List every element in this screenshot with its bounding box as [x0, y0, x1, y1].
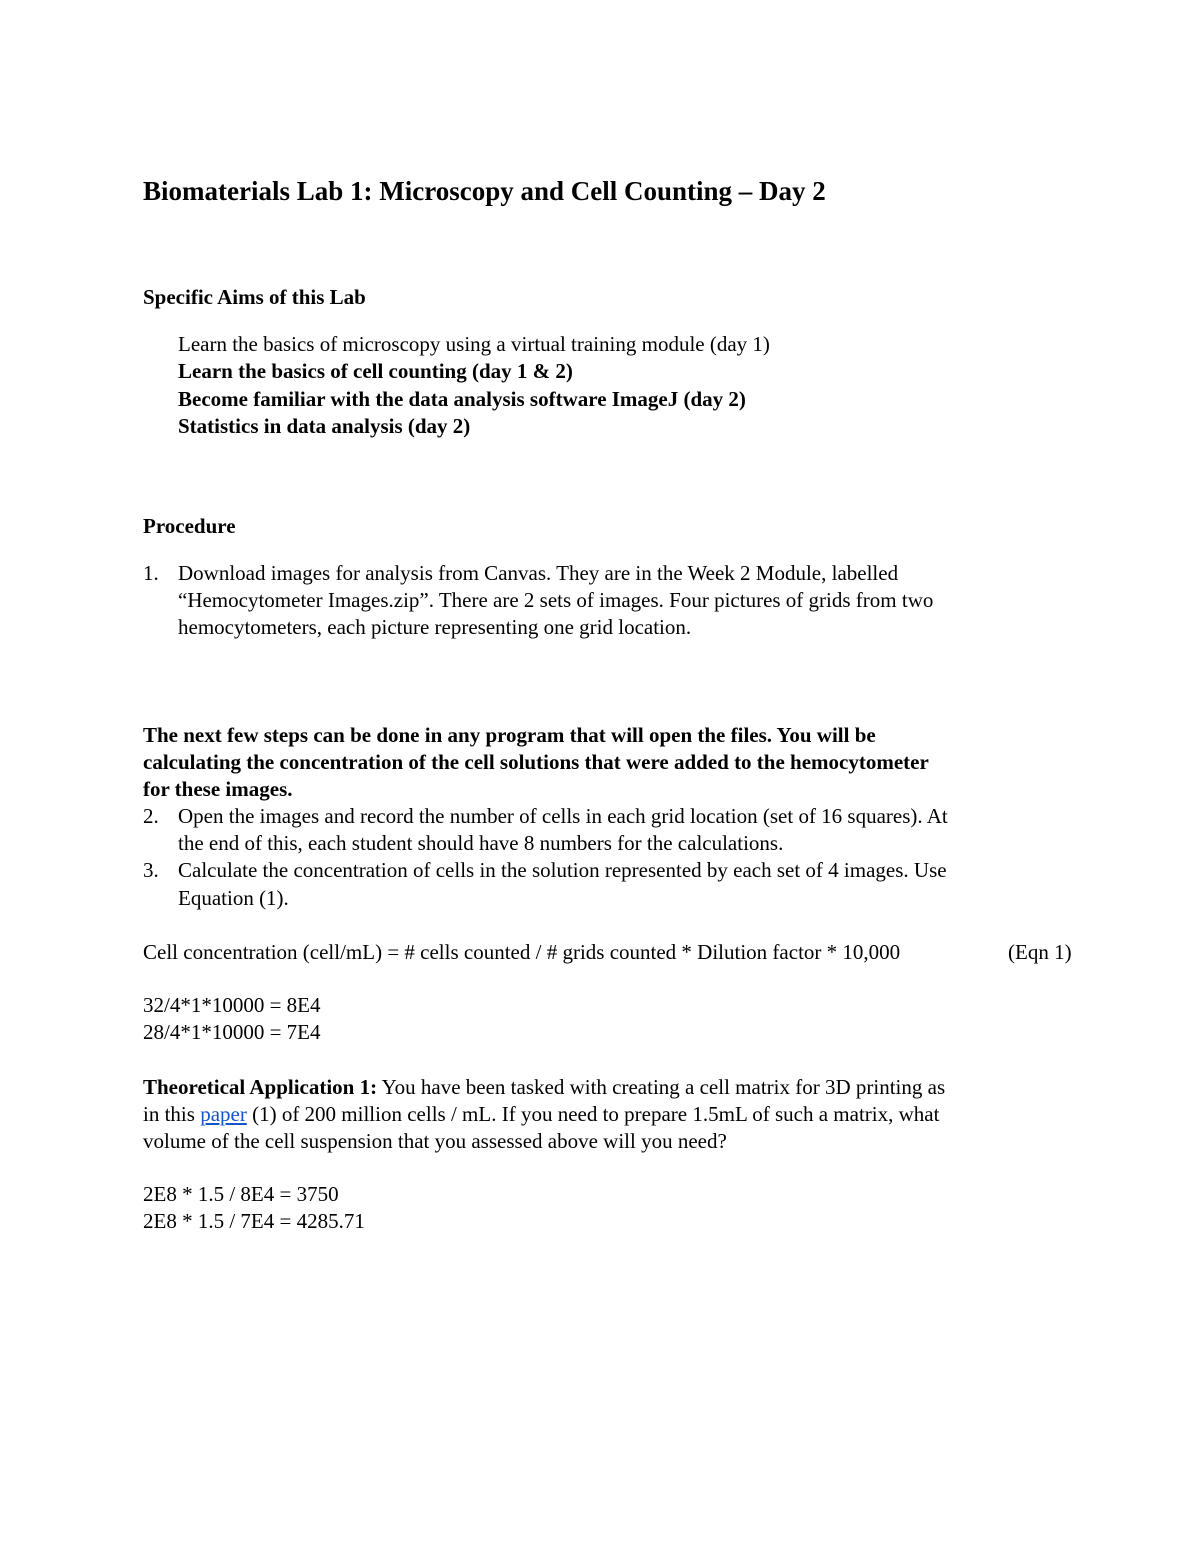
application-text: (1) of 200 million cells / mL. If you need to prepare 1.5mL of such a matrix, what [246, 1102, 940, 1126]
step2-line: Open the images and record the number of cells in each grid location (set of 16 squares). At [178, 804, 948, 828]
calc-line: 2E8 * 1.5 / 8E4 = 3750 [143, 1182, 339, 1206]
step3-line: Equation (1). [178, 886, 289, 910]
equation-text: Cell concentration (cell/mL) = # cells counted / # grids counted * Dilution factor * 10,000 [143, 940, 901, 964]
note-line: for these images. [143, 777, 293, 801]
equation-label: (Eqn 1) [1008, 940, 1072, 964]
note-line: calculating the concentration of the cell solutions that were added to the hemocytometer [143, 750, 929, 774]
calc-line: 32/4*1*10000 = 8E4 [143, 993, 321, 1017]
calc-line: 28/4*1*10000 = 7E4 [143, 1020, 321, 1044]
aims-heading: Specific Aims of this Lab [143, 285, 366, 309]
step1-line: Download images for analysis from Canvas. They are in the Week 2 Module, labelled [178, 561, 899, 585]
application-line-1 [143, 1074, 945, 1101]
application-text: You have been tasked with creating a cell matrix for 3D printing as [377, 1075, 946, 1099]
calc-line: 2E8 * 1.5 / 7E4 = 4285.71 [143, 1209, 365, 1233]
step1-line: hemocytometers, each picture representing one grid location. [178, 615, 692, 639]
aim-item: Become familiar with the data analysis software ImageJ (day 2) [178, 387, 746, 411]
application-text: in this [143, 1102, 201, 1126]
procedure-heading: Procedure [143, 514, 236, 538]
application-label: Theoretical Application 1: [143, 1075, 378, 1099]
step-number: 3. [143, 858, 159, 882]
application-line-3: volume of the cell suspension that you assessed above will you need? [143, 1129, 727, 1153]
aim-item: Statistics in data analysis (day 2) [178, 414, 471, 438]
aim-item: Learn the basics of microscopy using a virtual training module (day 1) [178, 332, 770, 356]
step-number: 1. [143, 561, 159, 585]
paper-link[interactable]: paper [200, 1102, 247, 1126]
application-line-2 [143, 1101, 939, 1128]
step1-line: “Hemocytometer Images.zip”. There are 2 sets of images. Four pictures of grids from two [178, 588, 934, 612]
step2-line: the end of this, each student should have 8 numbers for the calculations. [178, 831, 784, 855]
step-number: 2. [143, 804, 159, 828]
note-line: The next few steps can be done in any program that will open the files. You will be [143, 723, 876, 747]
page-title: Biomaterials Lab 1: Microscopy and Cell Counting – Day 2 [143, 176, 826, 206]
step3-line: Calculate the concentration of cells in the solution represented by each set of 4 images. Use [178, 858, 947, 882]
aim-item: Learn the basics of cell counting (day 1 & 2) [178, 359, 573, 383]
